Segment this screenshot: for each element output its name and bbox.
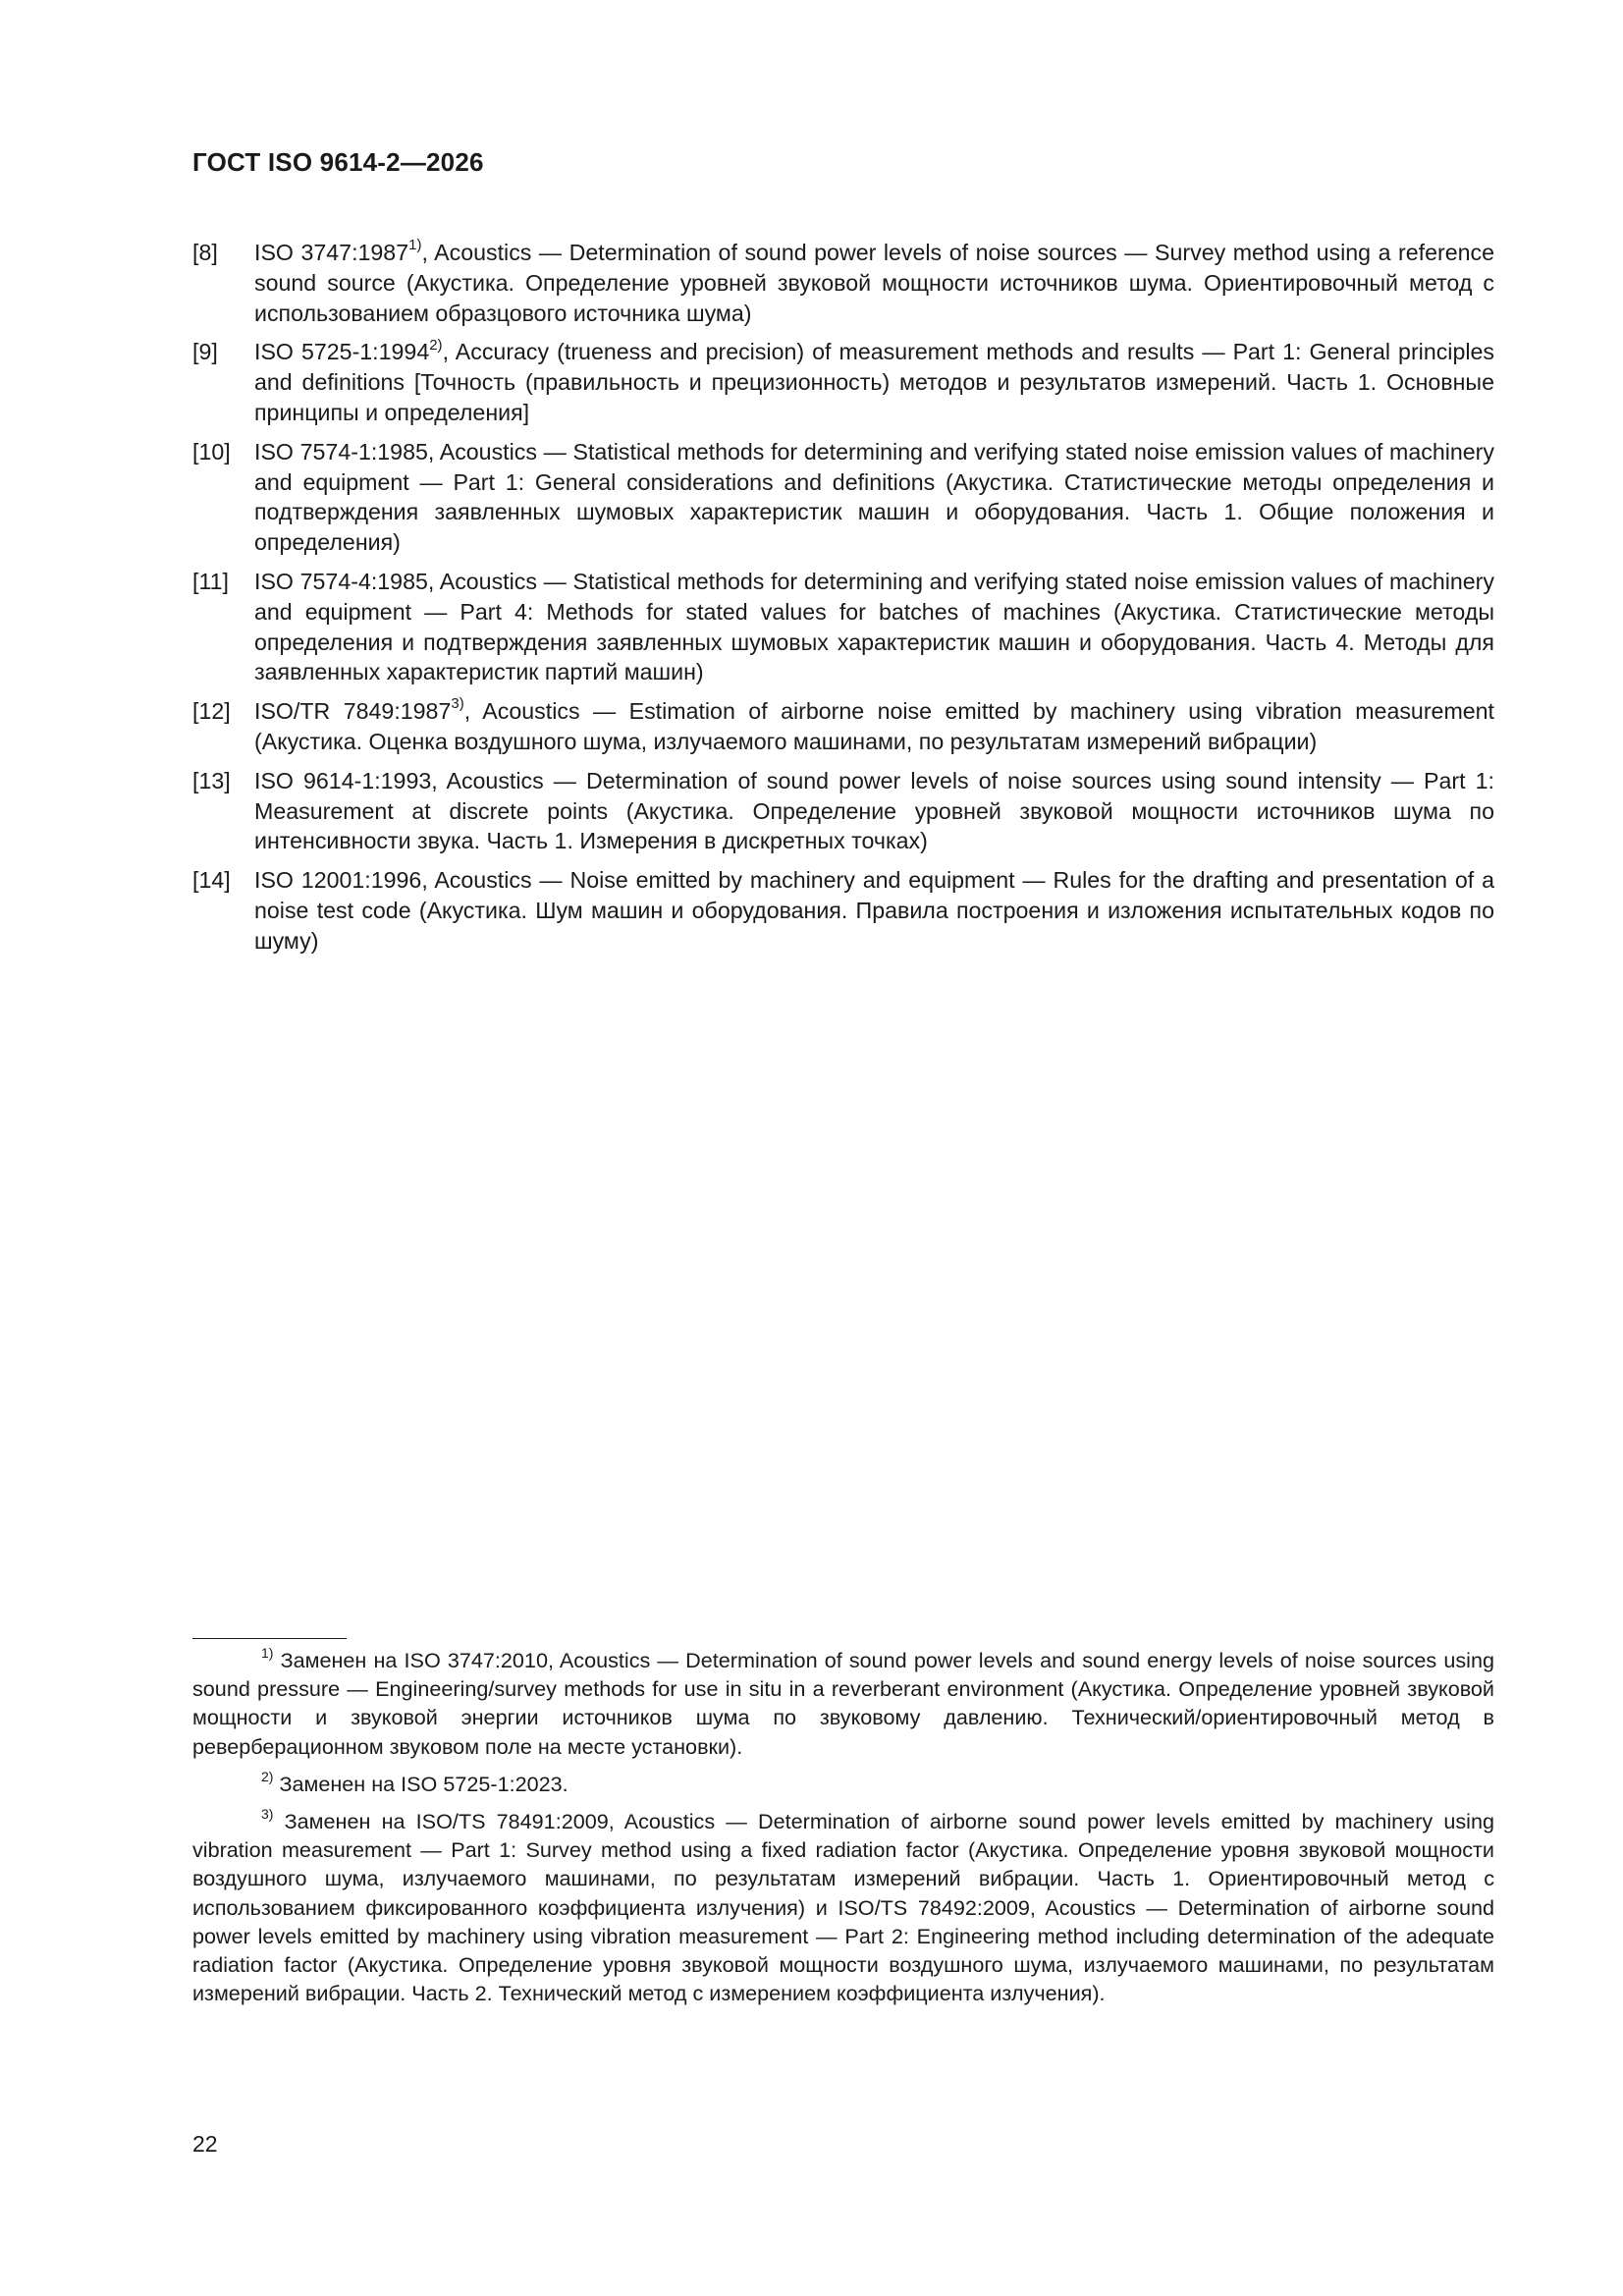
reference-text: ISO 7574-4:1985, Acoustics — Statistical methods for determining and verifying stated noise emission values of machinery and equipment — Part 4: Methods for stated values for batches of machines (Акустика. Статистические методы определения и подтверждения заявленных шумовых характеристик машин и оборудования. Часть 4. Методы для заявленных характеристик партий машин) [254,568,1494,685]
reference-number: [14] [192,867,231,894]
reference-item [192,865,1494,956]
reference-text: ISO/TR 7849:1987$^{3)}$, Acoustics — Estimation of airborne noise emitted by machinery using vibration measurement (Акустика. Оценка воздушного шума, излучаемого машинами, по результатам измерений вибрации) [254,695,1494,754]
reference-text: ISO 3747:1987$^{1)}$, Acoustics — Determination of sound power levels of noise sources — Survey method using a reference sound source (Акустика. Определение уровней звуковой мощности источников шума. Ориентировочный метод с использованием образцового источника шума) [254,237,1495,326]
reference-number: [9] [192,339,218,365]
footnote [192,1807,1494,2007]
reference-number: [12] [192,698,231,725]
footnotes-section [192,1646,1494,2016]
page-header: ГОСТ ISO 9614-2—2026 [192,147,484,177]
footnote [192,1646,1494,1761]
footnote-text: Заменен на ISO 3747:2010, Acoustics — Determination of sound power levels and sound energy levels of noise sources using sound pressure — Engineering/survey methods for use in situ in a reverberant environment (Акустика. Определение уровней звуковой мощности и звуковой энергии источников шума по звуковому давлению. Технический/ориентировочный метод в реверберационном звуковом поле на месте установки). [192,1648,1494,1759]
reference-item [192,766,1494,856]
reference-number: [8] [192,240,218,265]
footnote-marker: 2) [429,336,443,354]
footnote-marker: 2) [261,1768,274,1784]
reference-text: ISO 9614-1:1993, Acoustics — Determination of sound power levels of noise sources using sound intensity — Part 1: Measurement at discrete points (Акустика. Определение уровней звуковой мощности источников шума по интенсивности звука. Часть 1. Измерения в дискретных точках) [254,767,1494,854]
footnote-marker: 3) [261,1805,274,1822]
bibliography-list [192,238,1494,965]
reference-text: ISO 5725-1:1994$^{2)}$, Accuracy (trueness and precision) of measurement methods and results — Part 1: General principles and definitions [Точность (правильность и прецизионность) методов и результатов измерений. Часть 1. Основные принципы и определения] [254,336,1494,425]
footnote-marker: 1) [408,237,422,254]
page-number: 22 [192,2131,218,2157]
reference-number: [11] [192,568,229,594]
reference-item [192,238,1494,328]
reference-number: [13] [192,767,231,793]
footnote-marker: 1) [261,1644,274,1661]
reference-number: [10] [192,438,231,465]
reference-item [192,567,1494,687]
footnote [192,1770,1494,1798]
reference-text: ISO 12001:1996, Acoustics — Noise emitted by machinery and equipment — Rules for the drafting and presentation of a noise test code (Акустика. Шум машин и оборудования. Правила построения и изложения испытательных кодов по шуму) [254,867,1494,954]
footnote-separator [192,1638,347,1639]
reference-item [192,696,1494,757]
footnote-text: Заменен на ISO/TS 78491:2009, Acoustics — Determination of airborne sound power levels emitted by machinery using vibration measurement — Part 1: Survey method using a fixed radiation factor (Акустика. Определение уровня звуковой мощности воздушного шума, излучаемого машинами, по результатам измерений вибрации. Часть 1. Ориентировочный метод с использованием фиксированного коэффициента излучения) и ISO/TS 78492:2009, Acoustics — Determination of airborne sound power levels emitted by machinery using vibration measurement — Part 2: Engineering method including determination of the adequate radiation factor (Акустика. Определение уровня звуковой мощности воздушного шума, излучаемого машинами, по результатам измерений вибрации. Часть 2. Технический метод с измерением коэффициента излучения). [192,1809,1494,2006]
footnote-marker: 3) [451,695,464,713]
footnote-text: Заменен на ISO 5725-1:2023. [273,1771,568,1796]
reference-item [192,337,1494,427]
reference-text: ISO 7574-1:1985, Acoustics — Statistical methods for determining and verifying stated noise emission values of machinery and equipment — Part 1: General considerations and definitions (Акустика. Статистические методы определения и подтверждения заявленных шумовых характеристик машин и оборудования. Часть 1. Общие положения и определения) [254,438,1494,556]
reference-item [192,437,1494,558]
